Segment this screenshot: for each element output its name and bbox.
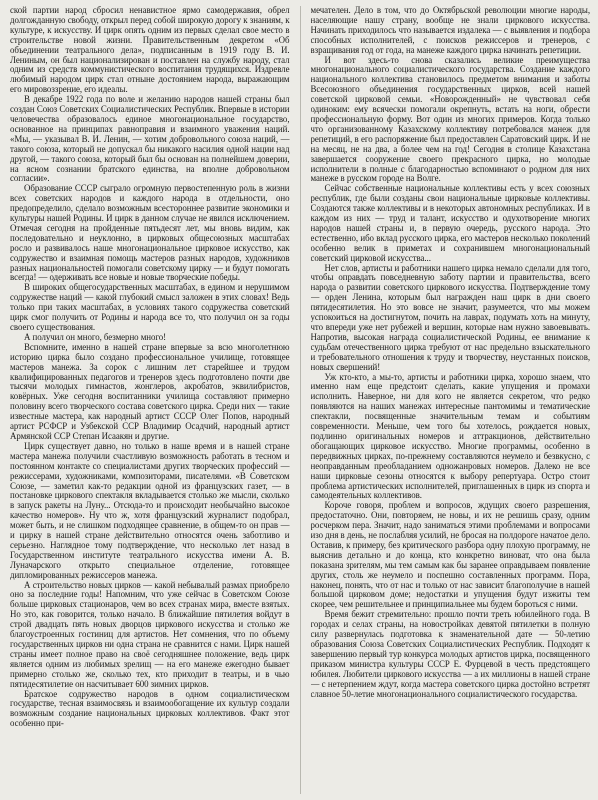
paragraph: Уж кто-кто, а мы-то, артисты и работники цирка, хорошо знаем, что именно нам еще предстоит сделать, какие упущения и промахи исполнить. Наверное, ни для кого не является секретом, что редко появляются на наших манежах интересные пантомимы и тематические спектакли, посвященные значительным темам и событиям современности. Меньше, чем того бы хотелось, рождается новых, подлинно оригинальных номеров и аттракционов, действительно обогащающих цирковое искусство. Многие программы, особенно в передвижных цирках, по-прежнему составляются неумело и безвкусно, с неоправданным преобладанием одножанровых номеров. Далеко не все наши цирковые сезоны относятся к выбору репертуара. Остро стоит проблема артистических исполнителей, приглашенных в цирк из спорта и самодеятельных коллективов. — [310, 371, 590, 501]
column-divider — [300, 6, 301, 794]
paragraph: Сейчас собственные национальные коллективы есть у всех союзных республик, где были созданы свои национальные цирковые коллективы. Создаются также коллективы и в некоторых автономных республиках. И в каждом из них — труд и талант, искусство и одухотворение многих народов нашей страны и, в первую очередь, русского народа. Это естественно, ибо вклад русского цирка, его мастеров несколько поколений особенно велик в приметах и сохранившем многонациональный советский цирковой искусства... — [310, 183, 590, 263]
right-column — [311, 6, 591, 794]
paragraph: А строительство новых цирков — какой небывалый размах приобрело оно за последние годы! Напомним, что уже сейчас в Советском Союзе больше цирковых стационаров, чем во всех странах мира, вместе взятых. Но это, как говорится, только начало. В ближайшие пятилетия войдут в строй двадцать пять новых дворцов циркового искусства и столько же благоустроенных гостиниц для артистов. Нет сомнения, что по объему государственных цирков ни одна страна не сравнится с нами. Цирк нашей страны имеет полное право на своё сегодняшнее положение, ведь цирк является одним из любимых зрелищ — на его манеже ежегодно бывает примерно столько же, сколько тех, кто приходит в театры, и в чью пятидесятилетие он насчитывает 600 зимних цирков. — [10, 579, 290, 689]
paragraph: Короче говоря, проблем и вопросов, ждущих своего разрешения, предостаточно. Они, повторяем, не новы, и их не решишь сразу, одним росчерком пера. Значит, надо заниматься этими проблемами и вопросами изо дня в день, не послабляя усилий, не бросая на полдороге начатое дело. Оставив, к примеру, без критического разбора одну плохую программу, не выяснив детально и до конца, кто конкретно виноват, что она была показана зрителям, мы тем самым как бы заранее оправдываем появление других, столь же неумело и поспешно составленных программ. Пора, наконец, понять, что от нас и только от нас зависит благополучие в нашей большой цирковом доме; недостатки и упущения будут изжиты тем скорее, чем решительнее и принципиальнее мы будем бороться с ними. — [310, 500, 590, 610]
paragraph: И вот здесь-то снова сказались великие преимущества многонационального социалистического государства. Создание каждого национального коллектива становилось предметом внимания и заботы Всесоюзного объединения государственных цирков, всей нашей советской цирковой семьи. «Новорожденный» не чувствовал себя одиноким: ему всячески помогали окрепнуть, встать на ноги, обрести профессиональную форму. Вот один из многих примеров. Когда только что организованному Казахскому коллективу потребовался манеж для репетиций, в его распоряжение был предоставлен Саратовский цирк. И не на месяц, не на два, а более чем на год! Сегодня в столице Казахстана завершается сооружение своего прекрасного цирка, но молодые исполнители в полные с благодарностью вспоминают о родном для них манеже в русском городе на Волге. — [310, 54, 590, 184]
paragraph: Вспомните, именно в нашей стране впервые за всю многолетнюю историю цирка было создано профессиональное училище, готовящее мастеров манежа. За сорок с лишним лет старейшее и трудом квалифицированных педагогов и тренеров здесь подготовлено почти две тысячи молодых гимнастов, жонглеров, акробатов, эквилибристов, ковёрных. Уже сегодня воспитанники училища составляют примерно половину всего творческого состава советского цирка. Среди них — такие известные мастера, как народный артист СССР Олег Попов, народный артист РСФСР и Узбекской ССР Владимир Осадчий, народный артист Армянской ССР Степан Исаакян и другие. — [10, 341, 290, 441]
left-column — [10, 6, 290, 794]
paragraph: ской партии народ сбросил ненавистное ярмо самодержавия, обрел долгожданную свободу, открыл перед собой широкую дорогу к знаниям, к культуре, к искусству. И цирк опять одним из первых сделал свое место в строительстве новой жизни. Правительственным декретом «Об объединении театрального дела», подписанным в 1919 году В. И. Лениным, он был национализирован и поставлен на службу народу, стал одним из средств коммунистического воспитания трудящихся. Издревле любимый народом цирк стал отныне достоянием народа, выражающим его мировоззрение, его идеалы. — [10, 6, 290, 95]
paragraph: Время бежит стремительно: прошло почти треть юбилейного года. В городах и селах страны, на новостройках девятой пятилетки в полную силу развернулась подготовка к знаменательной дате — 50-летию образования Союза Советских Социалистических Республик. Подходят к завершению первый тур конкурса молодых артистов цирка, посвященного приказом министра культуры СССР Е. Фурцевой в честь предстоящего юбилея. Любители циркового искусства — а их миллионы в нашей стране — с нетерпением ждут, когда мастера советского цирка достойно встретят славное 50-летие многонационального социалистического государства. — [310, 609, 590, 699]
paragraph: мечателен. Дело в том, что до Октябрьской революции многие народы, населяющие нашу страну, вообще не знали циркового искусства. Начинать приходилось что называется издалека — с выявления и подбора способных исполнителей, с поисков режиссеров и тренеров, с взращивания год от года, на манеже каждого цирка начинать репетиции. — [310, 6, 590, 55]
paragraph: А получил он много, безмерно много! — [24, 331, 167, 342]
paragraph: Нет слов, артисты и работники нашего цирка немало сделали для того, чтобы оправдать повседневную заботу партии и правительства, всего народа о развитии советского циркового искусства. Подтверждение тому — орден Ленина, которым был награжден наш цирк в дни своего пятидесятилетия. Но это вовсе не значит, разумеется, что мы можем успокоиться на достигнутом, почить на лаврах, подумать хоть на минуту, что впереди уже нет рубежей и вершин, которые нам нужно завоевывать. Напротив, высокая награда социалистической Родины, ее внимание к судьбам отечественного цирка требуют от нас предельно взыскательного и требовательного отношения к труду и творчеству, неустанных поисков, новых свершений! — [310, 262, 590, 372]
paragraph: Цирк существует давно, но только в наше время и в нашей стране мастера манежа получили счастливую возможность работать в тесном и постоянном контакте со специалистами других творческих профессий — режиссерами, художниками, композиторами, писателями. «В Советском Союзе, — заметил как-то редакции одной из французских газет, — в постановке циркового спектакля вкладывается столько же мысли, сколько в запуск ракеты на Луну... Отсюда-то и происходит необычайно высокое качество номеров». Ну что ж, хотя французский журналист подобрал, может быть, и не слишком подходящее сравнение, в общем-то он прав — и цирку в нашей стране действительно относятся очень заботливо и серьезно. Наглядное тому подтверждение, что несколько лет назад в Государственном институте театрального искусства имени А. В. Луначарского открыто специальное отделение, готовящее дипломированных режиссеров манежа. — [10, 440, 290, 580]
paragraph: Братское содружество народов в одном социалистическом государстве, тесная взаимосвязь и взаимообогащение их культур создали возможным создание национальных цирковых коллективов. Факт этот особенно при- — [10, 688, 290, 729]
paragraph: В широких общегосударственных масштабах, в едином и нерушимом содружестве наций — какой глубокий смысл заложен в этих словах! Ведь только при таких масштабах, в условиях такого содружества советский цирк смог получить от Родины и народа все то, что получил он за годы своего существования. — [10, 282, 290, 332]
paragraph: В декабре 1922 года по воле и желанию народов нашей страны был создан Союз Советских Социалистических Республик. Впервые в истории человечества образовалось единое многонациональное государство, основанное на принципах равноправия и взаимного уважения наций. «Мы, — указывал В. И. Ленин, — хотим добровольного союза наций, — такого союза, который не допускал бы никакого насилия одной нации над другой, — такого союза, который был бы основан на полнейшем доверии, на ясном сознании братского единства, на вполне добровольном согласии». — [10, 94, 290, 184]
paragraph: Образование СССР сыграло огромную первостепенную роль в жизни всех советских народов и каждого народа в отдельности, оно предопределило, сделало возможным всестороннее развитие экономики и культуры нашей Родины. И цирк в данном случае не явился исключением. Отмечая сегодня на пройденные пятьдесят лет, мы вновь видим, как последовательно и неуклонно, в цирковых общесоюзных масштабах росло и развивалось наше многонациональное цирковое искусство, как содружество и взаимная помощь мастеров разных народов, художников разных национальностей помогали советскому цирку — и будут помогать всегда! — одерживать все новые и новые творческие победы. — [10, 183, 290, 283]
